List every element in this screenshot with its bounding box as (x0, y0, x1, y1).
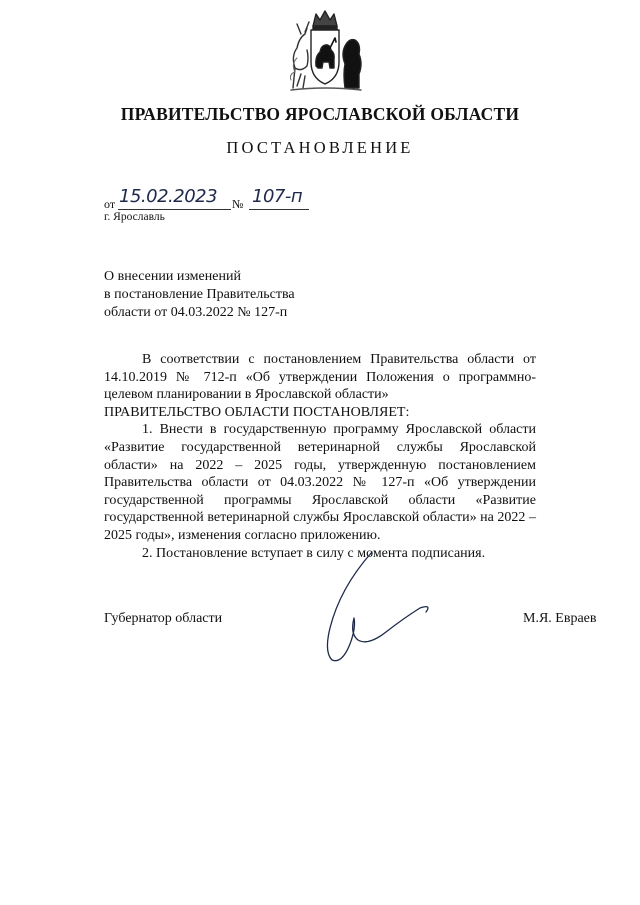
signatory-position: Губернатор области (104, 611, 223, 626)
decree-heading: ПРАВИТЕЛЬСТВО ОБЛАСТИ ПОСТАНОВЛЯЕТ: (104, 404, 410, 420)
date-underline (118, 209, 231, 210)
number-underline (249, 209, 309, 210)
signatory-name: М.Я. Евраев (523, 611, 597, 626)
city: г. Ярославль (104, 211, 165, 223)
preamble-paragraph: В соответствии с постановлением Правительства области от 14.10.2019 № 712-п «Об утверждении Положения о программно-целевом планировании в Ярославской области» (104, 352, 536, 403)
organization-title: ПРАВИТЕЛЬСТВО ЯРОСЛАВСКОЙ ОБЛАСТИ (120, 104, 520, 124)
subject-line: О внесении изменений (104, 269, 241, 284)
date-prefix: от (104, 197, 116, 211)
number-prefix: № (232, 197, 244, 211)
handwritten-date: 15.02.2023 (119, 186, 218, 207)
handwritten-number: 107-п (252, 186, 303, 207)
item-2-paragraph: 2. Постановление вступает в силу с момента подписания. (142, 545, 486, 561)
document-subject (104, 268, 295, 322)
document-body (104, 351, 536, 562)
coat-of-arms-icon (283, 8, 367, 94)
document-type: ПОСТАНОВЛЕНИЕ (226, 138, 414, 157)
item-1-paragraph: 1. Внести в государственную программу Ярославской области «Развитие государственной ветеринарной службы Ярославской области» на 2022 – 2025 годы, утвержденную постановлением Правительства области от 04.03.2022 № 127-п «Об утверждении государственной программы Ярославской области «Развитие государственной ветеринарной службы Ярославской области» на 2022 – 2025 годы», изменения согласно приложению. (104, 422, 536, 543)
handwritten-signature (300, 548, 440, 668)
subject-line: области от 04.03.2022 № 127-п (104, 305, 288, 320)
subject-line: в постановление Правительства (104, 287, 295, 302)
